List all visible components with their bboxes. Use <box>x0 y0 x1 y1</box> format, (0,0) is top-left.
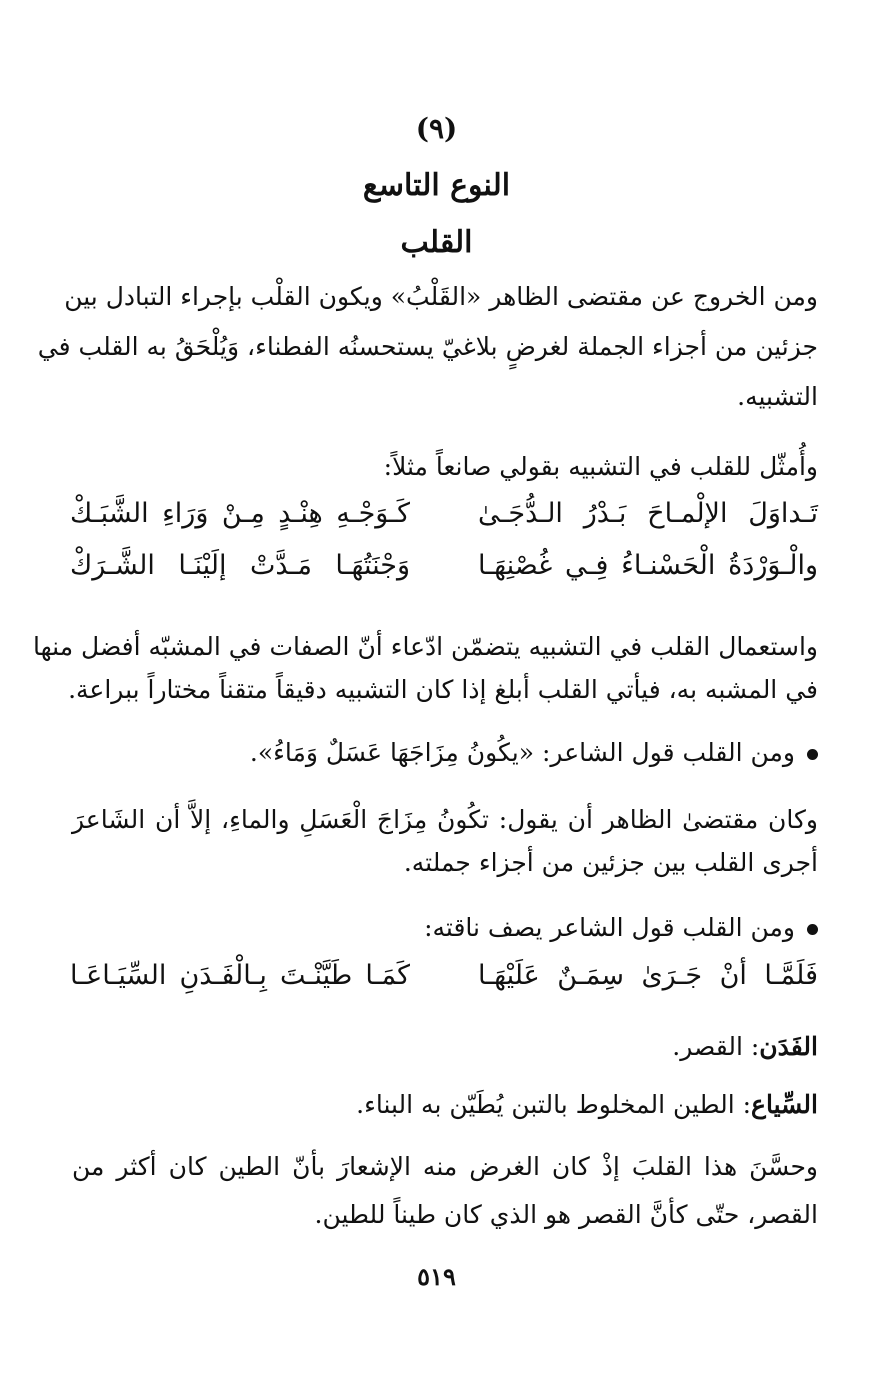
intro-line-1: ومن الخروج عن مقتضى الظاهر «القَلْبُ» ويكون القلْب بإجراء التبادل بين <box>64 282 818 311</box>
page-number: ٥١٩ <box>417 1262 456 1291</box>
explanation-line-2: أجرى القلب بين جزئين من أجزاء جملته. <box>403 848 818 877</box>
bullet-2-text: ومن القلب قول الشاعر يصف ناقته: <box>424 913 795 942</box>
verse2-first-hemistich: فَلَمَّـا أنْ جَـرَىٰ سِمَـنٌ عَلَيْهَـا <box>478 960 818 991</box>
analysis-line-1: واستعمال القلب في التشبيه يتضمّن ادّعاء أنّ الصفات في المشبّه أفضل منها <box>33 632 818 661</box>
analysis-line-2: في المشبه به، فيأتي القلب أبلغ إذا كان التشبيه دقيقاً متقناً مختاراً ببراعة. <box>68 675 818 704</box>
bullet-1-text: ومن القلب قول الشاعر: «يكُونُ مِزَاجَهَا عَسَلٌ وَمَاءُ». <box>249 738 795 767</box>
verse1-line1-second-hemistich: كَـوَجْـهِ هِنْـدٍ مِـنْ وَرَاءِ الشَّبَـكْ <box>70 498 410 529</box>
glossary-definition: : الطين المخلوط بالتبن يُطَيّن به البناء. <box>356 1090 752 1119</box>
verse1-line1-first-hemistich: تَـداوَلَ الإلْمـاحَ بَـدْرُ الـدُّجَـىٰ <box>478 498 818 529</box>
section-subtitle: القلب <box>400 225 473 260</box>
intro-line-2: جزئين من أجزاء الجملة لغرضٍ بلاغيّ يستحسنُه الفطناء، وَيُلْحَقُ به القلب في <box>37 332 818 361</box>
glossary-definition: : القصر. <box>672 1032 760 1061</box>
conclusion-line-1: وحسَّنَ هذا القلبَ إذْ كان الغرض منه الإشعارَ بأنّ الطين كان أكثر من <box>72 1152 818 1181</box>
section-number: (٩) <box>415 112 458 145</box>
explanation-line-1: وكان مقتضىٰ الظاهر أن يقول: تكُونُ مِزَاجَ الْعَسَلِ والماءِ، إلاَّ أن الشَاعرَ <box>72 805 818 834</box>
verse1-line2-second-hemistich: وَجْنَتُهَـا مَـدَّتْ إلَيْنَـا الشَّـرَكْ <box>70 550 410 581</box>
bullet-item-2 <box>424 903 818 953</box>
glossary-entry-1 <box>672 1022 818 1072</box>
glossary-entry-2 <box>356 1080 818 1130</box>
glossary-term: السِّياع <box>751 1090 818 1119</box>
verse1-line2-first-hemistich: والْـوَرْدَةُ الْحَسْنـاءُ فِـي غُصْنِهَـا <box>478 550 818 581</box>
glossary-term: الفَدَن <box>759 1032 818 1061</box>
verse2-second-hemistich: كَمَـا طَيَّنْـتَ بِـالْفَـدَنِ السِّيَـاعَـا <box>70 960 410 991</box>
bullet-icon <box>807 749 818 760</box>
example-intro: وأُمثّل للقلب في التشبيه بقولي صانعاً مثلاً: <box>383 452 818 481</box>
bullet-item-1 <box>250 728 818 778</box>
intro-line-3: التشبيه. <box>737 382 818 411</box>
conclusion-line-2: القصر، حتّى كأنَّ القصر هو الذي كان طيناً للطين. <box>314 1200 818 1229</box>
bullet-icon <box>807 924 818 935</box>
section-title: النوع التاسع <box>362 168 511 203</box>
